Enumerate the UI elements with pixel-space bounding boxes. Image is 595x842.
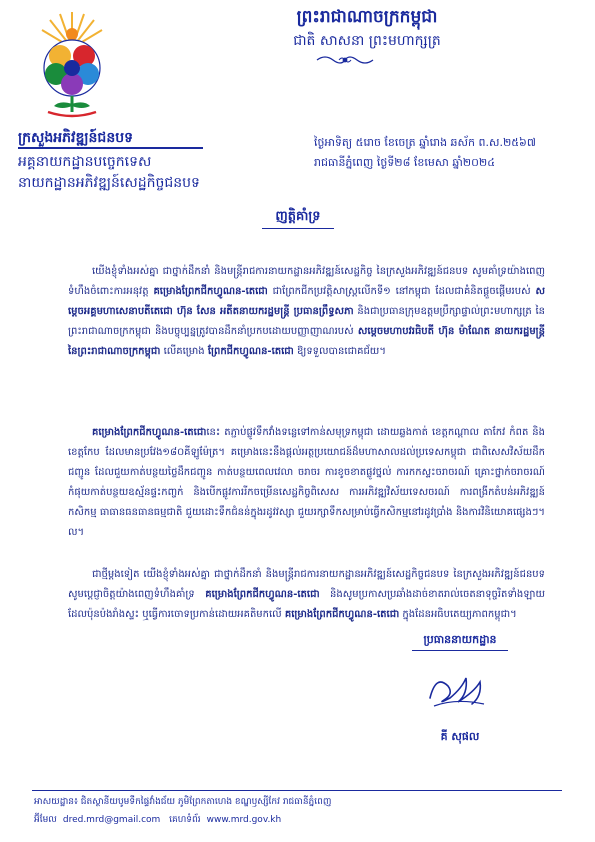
run: និងសូមប្រកាសប្រឆាំងដាច់ខាតរាល់ចេតនាទុច្ចរិតទាំងឡាយដែលប៉ុនប៉ងរាំងស្ទះ ឬធ្វើការចោទប្រកាន់ដោយអគតិមកលើ <box>68 589 546 620</box>
run-bold: សម្តេចអគ្គមហាសេនាបតីតេជោ ហ៊ុន សែន អតីតនាយករដ្ឋមន្ត្រី ប្រធានព្រឹទ្ធសភា <box>68 286 545 317</box>
email-link[interactable]: dred.mrd@gmail.com <box>62 815 161 825</box>
ministry-underline <box>18 147 203 149</box>
run: លើគម្រោង <box>160 346 208 357</box>
signatory-underline <box>412 650 508 651</box>
solar-date: រាជធានីភ្នំពេញ ថ្ងៃទី២៨ ខែមេសា ឆ្នាំ២០២៤ <box>314 156 496 169</box>
run-bold: សម្តេចមហាបវរធិបតី ហ៊ុន ម៉ាណែត នាយករដ្ឋមន្ត្រីនៃព្រះរាជាណាចក្រកម្ពុជា <box>68 326 545 357</box>
run: ជាថ្មីម្តងទៀត យើងខ្ញុំទាំងអស់គ្នា ជាថ្នាក់ដឹកនាំ និងមន្ត្រីរាជការនាយកដ្ឋានអភិវឌ្ឍន៍សេដ្ឋកិច្ចជនបទ នៃក្រសួងអភិវឌ្ឍន៍ជនបទ សូមប្តេជ្ញាចិត្តយ៉ាងពេញទំហឹងគាំទ្រ <box>68 569 545 600</box>
run: ក្នុងដែនអធិបតេយ្យភាពកម្ពុជា។ <box>399 609 517 620</box>
signatory-name: គី សុផល <box>440 730 480 743</box>
title-underline <box>262 228 334 229</box>
run-bold: គម្រោងព្រែកជីកហ្វូណន-តេជោ <box>205 589 320 600</box>
footer-address: អាសយដ្ឋាន៖ ជិតស្ថានីយបូមទឹកផ្ទៃវាំងជ័យ ភូមិព្រែកតាហេង ខណ្ឌឫស្សីកែវ រាជធានីភ្នំពេញ <box>34 797 332 807</box>
run: ឱ្យទទួលបានជោគជ័យ។ <box>293 346 386 357</box>
run-bold: គម្រោងព្រែកជីកហ្វូណន-តេជោ <box>284 609 400 620</box>
department-name: នាយកដ្ឋានអភិវឌ្ឍន៍សេដ្ឋកិច្ចជនបទ <box>18 175 200 191</box>
run: យើងខ្ញុំទាំងអស់គ្នា ជាថ្នាក់ដឹកនាំ និងមន្ត្រីរាជការនាយកដ្ឋានអភិវឌ្ឍន៍សេដ្ឋកិច្ច នៃក្រសួងអភិវឌ្ឍន៍ជនបទ សូមគាំទ្រយ៉ាងពេញទំហឹងចំពោះការអនុវត្ត <box>68 266 545 297</box>
body-paragraph-1 <box>68 262 545 362</box>
ministry-name: ក្រសួងអភិវឌ្ឍន៍ជនបទ <box>18 130 133 146</box>
email-label: អ៊ីមែល <box>34 815 57 825</box>
ministry-logo <box>30 8 114 118</box>
general-department: អគ្គនាយកដ្ឋានបច្ចេកទេស <box>18 154 152 170</box>
body-paragraph-3 <box>68 565 545 625</box>
footer-divider <box>32 790 562 791</box>
decorative-ornament <box>315 53 375 67</box>
signature-mark <box>422 668 492 712</box>
website-label: គេហទំព័រ <box>169 815 201 825</box>
run: និងជាប្រធានក្រុមឧត្តមប្រឹក្សាផ្ទាល់ព្រះមហាក្សត្រ នៃព្រះរាជាណាចក្រកម្ពុជា និងបច្ចុប្បន្នត្រូវបានដឹកនាំប្រកបដោយបញ្ញាញាណរបស់ <box>68 306 545 337</box>
run-bold: គម្រោងព្រែកជីកហ្វូណន-តេជោ <box>153 286 268 297</box>
run-bold: គម្រោងព្រែកជីកហ្វូណន-តេជោ <box>91 427 207 438</box>
signatory-title: ប្រធាននាយកដ្ឋាន <box>423 633 497 646</box>
website-link[interactable]: www.mrd.gov.kh <box>206 815 282 825</box>
body-paragraph-2 <box>68 423 545 543</box>
run-bold: ព្រែកជីកហ្វូណន-តេជោ <box>207 346 294 357</box>
run: ជាព្រែកជីកប្រវត្តិសាស្ត្រលើកទី១ នៅកម្ពុជា ដែលជាគំនិតផ្តួចផ្តើមរបស់ <box>267 286 536 297</box>
footer-contacts <box>34 814 287 827</box>
lunar-date: ថ្ងៃអាទិត្យ ៥រោច ខែចេត្រ ឆ្នាំរោង ឆស័ក ព.ស.២៥៦៧ <box>314 136 536 149</box>
kingdom-heading: ព្រះរាជាណាចក្រកម្ពុជា <box>296 7 438 27</box>
document-title: ញត្តិគាំទ្រ <box>275 209 321 224</box>
national-motto: ជាតិ សាសនា ព្រះមហាក្សត្រ <box>293 33 441 49</box>
run: នេះ តភ្ជាប់ផ្លូវទឹកវាំងទន្លេទៅកាន់សមុទ្រកម្ពុជា ដោយឆ្លងកាត់ ខេត្តកណ្តាល តាកែវ កំពត និងខេត្តកែប ដែលមានប្រវែង១៨០គីឡូម៉ែត្រ។ គម្រោងនេះនឹងផ្តល់អត្ថប្រយោជន៍ដ៏មហាសាលដល់ប្រទេសកម្ពុជា ជាពិសេសវិស័យដឹកជញ្ជូន ដែលជួយកាត់បន្ថយថ្លៃដឹកជញ្ជូន កាត់បន្ថយពេលវេលា ចរាចរ ការខូចខាតផ្លូវថ្នល់ ការកកស្ទះចរាចរណ៍ គ្រោះថ្នាក់ចរាចរណ៍ កំផុយកាត់បន្ថយឧស្ម័នផ្ទះកញ្ចក់ និងបើកផ្លូវការរីកចម្រើនសេដ្ឋកិច្ចពិសេស ការអភិវឌ្ឍវិស័យទេសចរណ៍ ការពង្រីកតំបន់អភិវឌ្ឍន៍កសិកម្ម ធាធានធនធានធម្មជាតិ ជួយដោះទឹកជំនន់ក្នុងរដូវវស្សា ជួយរក្សាទឹកសម្រាប់ធ្វើកសិកម្មនៅរដូវប្រាំង និងការវិនិយោគផ្សេងៗ។ល។ <box>68 427 545 538</box>
